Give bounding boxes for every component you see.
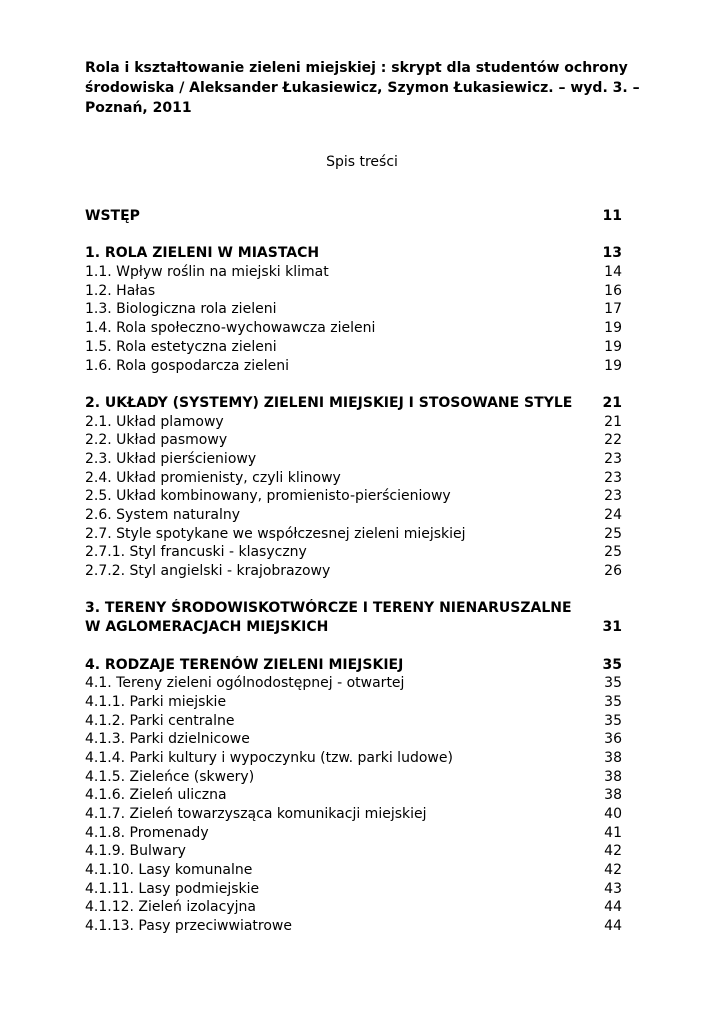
toc-entry-title: 2.6. System naturalny [85, 507, 241, 523]
toc-entry [85, 338, 622, 357]
toc-entry-page: 35 [602, 656, 622, 673]
toc-chapter-2 [85, 394, 622, 413]
toc-entry-title: 2.7.2. Styl angielski - krajobrazowy [85, 563, 331, 580]
toc-entry-page: 42 [604, 843, 622, 860]
toc-entry [85, 413, 622, 432]
toc-entry-page: 35 [604, 693, 622, 710]
toc-entry-title: 1.1. Wpływ roślin na miejski klimat [85, 264, 329, 281]
toc-chapter-4 [85, 656, 622, 675]
toc-chapter-1 [85, 244, 622, 263]
toc-entry-page: 36 [604, 731, 622, 748]
toc-entry [85, 749, 622, 768]
toc-entry-page: 14 [604, 264, 622, 281]
toc-entry-page: 40 [604, 806, 622, 822]
toc-entry [85, 674, 622, 693]
toc-entry-title: 4.1.9. Bulwary [85, 843, 186, 860]
toc-entry-title: 2.7.1. Styl francuski - klasyczny [85, 544, 307, 561]
toc-entry-introduction [85, 207, 622, 226]
toc-entry [85, 824, 622, 843]
toc-entry-page: 19 [604, 357, 622, 374]
toc-entry [85, 487, 622, 506]
toc-entry-title: 2.5. Układ kombinowany, promienisto-pierścieniowy [85, 488, 451, 505]
toc-entry-title: 1. ROLA ZIELENI W MIASTACH [85, 245, 320, 262]
toc-entry [85, 525, 622, 544]
chapter-2-entries [85, 413, 622, 581]
toc-entry-page: 35 [604, 712, 622, 729]
toc-entry [85, 450, 622, 469]
toc-entry-title: 1.3. Biologiczna rola zieleni [85, 301, 277, 318]
toc-entry-title: 1.2. Hałas [85, 282, 156, 299]
toc-entry-title: WSTĘP [85, 208, 140, 224]
bibliographic-header [85, 58, 645, 118]
table-of-contents [85, 207, 622, 936]
toc-entry-page: 21 [604, 413, 622, 430]
chapter-4-entries [85, 674, 622, 936]
toc-entry [85, 506, 622, 525]
toc-entry-title: 4.1.8. Promenady [85, 824, 209, 841]
toc-chapter-3-line-2 [85, 618, 622, 637]
toc-entry-page: 13 [602, 245, 622, 262]
toc-entry-page: 19 [604, 338, 622, 355]
toc-entry-title: 4.1. Tereny zieleni ogólnodostępnej - otwartej [85, 675, 405, 692]
toc-entry-title: 2. UKŁADY (SYSTEMY) ZIELENI MIEJSKIEJ I STOSOWANE STYLE [85, 394, 573, 411]
toc-entry-title: 4.1.6. Zieleń uliczna [85, 787, 227, 804]
toc-entry-page: 22 [604, 432, 622, 449]
toc-entry-page: 44 [604, 899, 622, 916]
toc-entry-page: 38 [604, 787, 622, 804]
toc-entry-page: 21 [602, 394, 622, 411]
chapter-1-entries [85, 263, 622, 375]
toc-entry-page: 25 [604, 525, 622, 542]
toc-entry [85, 786, 622, 805]
toc-entry-page: 43 [604, 880, 622, 897]
toc-entry-title: 4.1.10. Lasy komunalne [85, 862, 253, 879]
toc-entry-page: 35 [604, 675, 622, 692]
toc-entry-title: 2.3. Układ pierścieniowy [85, 450, 257, 467]
toc-entry-page: 38 [604, 768, 622, 785]
toc-entry-page: 23 [604, 450, 622, 467]
header-line: Poznań, 2011 [85, 100, 192, 116]
toc-entry [85, 861, 622, 880]
toc-entry [85, 282, 622, 301]
toc-entry-title: 4.1.1. Parki miejskie [85, 693, 227, 710]
toc-entry-title: 4.1.2. Parki centralne [85, 712, 235, 729]
toc-entry [85, 431, 622, 450]
header-line: Rola i kształtowanie zieleni miejskiej : skrypt dla studentów ochrony [85, 60, 628, 76]
toc-entry [85, 693, 622, 712]
toc-entry [85, 357, 622, 376]
toc-entry [85, 917, 622, 936]
toc-entry-title: 2.4. Układ promienisty, czyli klinowy [85, 469, 341, 486]
toc-entry [85, 319, 622, 338]
toc-entry-title: 4.1.7. Zieleń towarzysząca komunikacji miejskiej [85, 806, 427, 822]
toc-entry-page: 41 [604, 824, 622, 841]
toc-entry-title: 3. TERENY ŚRODOWISKOTWÓRCZE I TERENY NIENARUSZALNE [85, 600, 572, 617]
toc-entry-page: 11 [602, 208, 622, 224]
toc-entry-title: 1.5. Rola estetyczna zieleni [85, 338, 277, 355]
toc-entry [85, 263, 622, 282]
toc-entry-title: 4.1.11. Lasy podmiejskie [85, 880, 260, 897]
toc-entry [85, 300, 622, 319]
toc-entry-page: 24 [604, 507, 622, 523]
toc-entry [85, 469, 622, 488]
toc-entry-page: 44 [604, 918, 622, 935]
toc-entry-title: W AGLOMERACJACH MIEJSKICH [85, 619, 329, 636]
toc-entry [85, 712, 622, 731]
toc-entry-title: 4.1.12. Zieleń izolacyjna [85, 899, 256, 916]
toc-entry [85, 805, 622, 824]
toc-entry-title: 2.2. Układ pasmowy [85, 432, 228, 449]
toc-entry-page: 19 [604, 320, 622, 337]
toc-entry-page: 16 [604, 282, 622, 299]
toc-entry-title: 4.1.3. Parki dzielnicowe [85, 731, 250, 748]
toc-chapter-3-line-1 [85, 599, 622, 618]
header-line: środowiska / Aleksander Łukasiewicz, Szymon Łukasiewicz. – wyd. 3. – [85, 80, 640, 96]
toc-title: Spis treści [326, 154, 398, 170]
toc-entry [85, 768, 622, 787]
toc-entry-title: 4.1.5. Zieleńce (skwery) [85, 768, 255, 785]
toc-entry-page: 17 [604, 301, 622, 318]
toc-entry-page: 42 [604, 862, 622, 879]
toc-entry [85, 543, 622, 562]
toc-entry [85, 730, 622, 749]
toc-entry-page: 31 [602, 619, 622, 636]
toc-entry-title: 4.1.4. Parki kultury i wypoczynku (tzw. parki ludowe) [85, 749, 453, 766]
toc-entry-page: 25 [604, 544, 622, 561]
toc-entry-page: 23 [604, 488, 622, 505]
toc-entry-title: 4. RODZAJE TERENÓW ZIELENI MIEJSKIEJ [85, 656, 404, 673]
toc-entry-title: 4.1.13. Pasy przeciwwiatrowe [85, 918, 292, 935]
toc-entry-page: 26 [604, 563, 622, 580]
toc-entry-title: 2.1. Układ plamowy [85, 413, 224, 430]
toc-entry [85, 842, 622, 861]
toc-entry-title: 2.7. Style spotykane we współczesnej zieleni miejskiej [85, 525, 466, 542]
toc-entry-title: 1.4. Rola społeczno-wychowawcza zieleni [85, 320, 376, 337]
toc-entry [85, 880, 622, 899]
toc-entry [85, 898, 622, 917]
toc-entry [85, 562, 622, 581]
toc-entry-title: 1.6. Rola gospodarcza zieleni [85, 357, 290, 374]
toc-entry-page: 23 [604, 469, 622, 486]
toc-entry-page: 38 [604, 749, 622, 766]
